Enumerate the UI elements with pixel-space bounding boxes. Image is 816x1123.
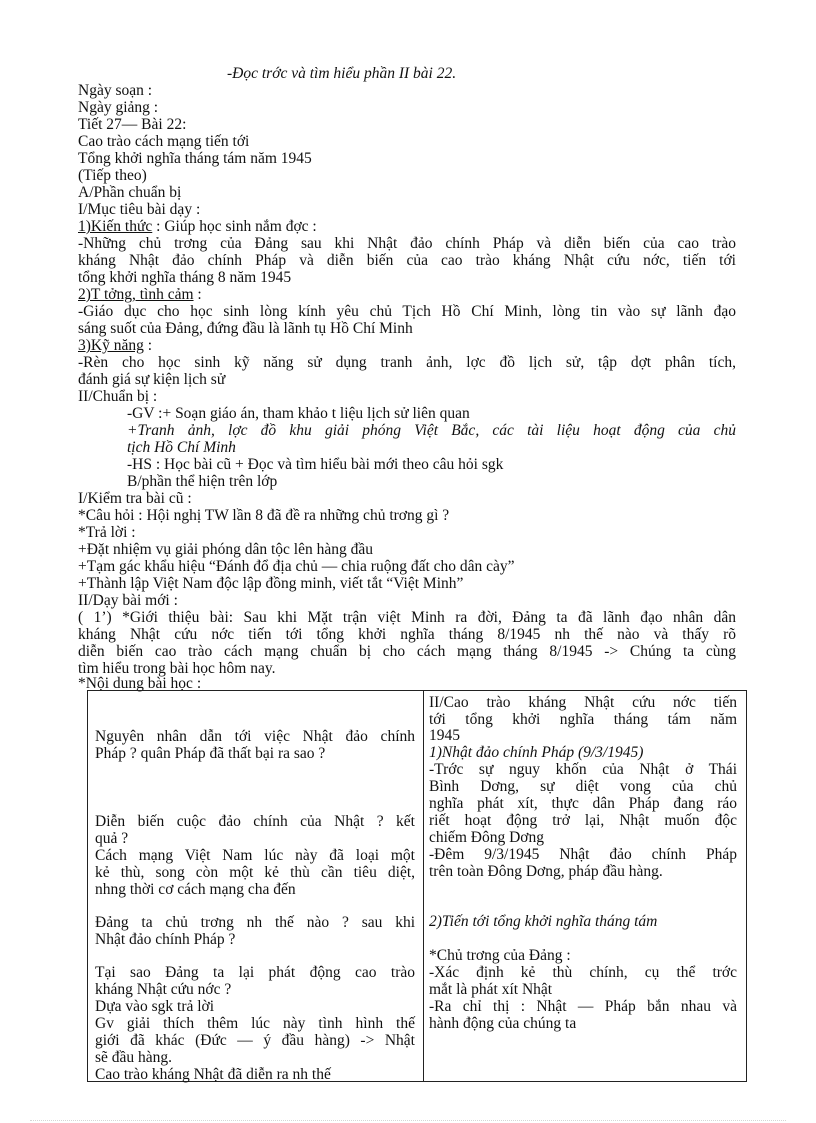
kien-thuc-rest: : Giúp học sinh nắm đợc : <box>152 218 317 235</box>
intro-line-2: kháng Nhật cứu nớc tiến tới tổng khởi nghĩa tháng 8/1945 nh thế nào và thấy rõ <box>78 626 736 643</box>
question-3-line-b: Nhật đảo chính Pháp ? <box>95 931 236 948</box>
subsection-1-line-b: Bình Dơng, sự diệt vong của chủ <box>429 778 737 795</box>
kien-thuc-label: 1)Kiến thức <box>78 218 153 235</box>
lesson-notes-cell <box>424 691 747 1082</box>
intro-line-1: ( 1’) *Giới thiệu bài: Sau khi Mặt trận việt Minh ra đời, Đảng ta đã lãnh đạo nhân dân <box>78 609 736 626</box>
gv-materials-line-2: tịch Hồ Chí Minh <box>127 439 236 456</box>
question-2-line-e: nhng thời cơ cách mạng cha đến <box>95 881 296 898</box>
kien-thuc-paragraph-3: tổng khởi nghĩa tháng 8 năm 1945 <box>78 269 292 286</box>
question-4-line-d: Gv giải thích thêm lúc này tình hình thế <box>95 1015 415 1032</box>
tu-tuong-heading <box>78 287 202 302</box>
ngay-giang: Ngày giảng : <box>78 99 159 116</box>
intro-line-3: diễn biến cao trào cách mạng chuẩn bị cho cách mạng tháng 8/1945 -> Chúng ta cùng <box>78 643 736 660</box>
review-answer-3: +Thành lập Việt Nam độc lập đồng minh, viết tắt “Việt Minh” <box>78 575 464 592</box>
subsection-2-line-b: -Xác định kẻ thù chính, cụ thể trớc <box>429 964 737 981</box>
subsection-2-line-a: *Chủ trơng của Đảng : <box>429 947 571 964</box>
subsection-1-line-d: riết hoạt động trở lại, Nhật muốn độc <box>429 812 737 829</box>
subsection-2-line-c: mắt là phát xít Nhật <box>429 981 553 998</box>
question-4-line-c: Dựa vào sgk trả lời <box>95 998 215 1015</box>
review-answer-1: +Đặt nhiệm vụ giải phóng dân tộc lên hàng đầu <box>78 541 373 558</box>
kiem-tra-heading: I/Kiểm tra bài cũ : <box>78 490 192 507</box>
question-1-line-b: Pháp ? quân Pháp đã thất bại ra sao ? <box>95 745 326 762</box>
question-2-line-c: Cách mạng Việt Nam lúc này đã loại một <box>95 847 415 864</box>
gv-materials-line-1: +Tranh ảnh, lợc đồ khu giải phóng Việt Bắc, các tài liệu hoạt động của chủ <box>127 422 736 439</box>
question-2-line-b: quả ? <box>95 830 129 847</box>
tu-tuong-paragraph-2: sáng suốt của Đảng, đứng đầu là lãnh tụ Hồ Chí Minh <box>78 320 413 337</box>
review-answer-label: *Trả lời : <box>78 524 136 541</box>
review-answer-2: +Tạm gác khẩu hiệu “Đánh đổ địa chủ — chia ruộng đất cho dân cày” <box>78 558 515 575</box>
subsection-1-title: 1)Nhật đảo chính Pháp (9/3/1945) <box>429 744 644 761</box>
question-4-line-g: Cao trào kháng Nhật đã diễn ra nh thế <box>95 1066 331 1083</box>
question-4-line-e: giới đã khác (Đức — ý đầu hàng) -> Nhật <box>95 1032 415 1049</box>
table-row <box>88 691 747 1082</box>
page-bottom-divider <box>30 1120 786 1121</box>
lesson-title-line-3: (Tiếp theo) <box>78 167 147 184</box>
subsection-2-title: 2)Tiến tới tổng khởi nghĩa tháng tám <box>429 913 658 930</box>
teacher-questions-cell <box>88 691 424 1082</box>
tu-tuong-paragraph-1: -Giáo dục cho học sinh lòng kính yêu chủ Tịch Hồ Chí Minh, lòng tin vào sự lãnh đạo <box>78 303 736 320</box>
question-3-line-a: Đảng ta chủ trơng nh thế nào ? sau khi <box>95 914 415 931</box>
subsection-1-line-a: -Trớc sự nguy khốn của Nhật ở Thái <box>429 761 737 778</box>
question-1-line-a: Nguyên nhân dẫn tới việc Nhật đảo chính <box>95 728 415 745</box>
subsection-2-line-d: -Ra chỉ thị : Nhật — Pháp bắn nhau và <box>429 998 737 1015</box>
question-2-line-d: kẻ thù, song còn một kẻ thù cần tiêu diệt, <box>95 864 415 881</box>
section-i-heading: I/Mục tiêu bài dạy : <box>78 201 201 218</box>
intro-line-4: tìm hiểu trong bài học hôm nay. <box>78 660 276 677</box>
section-ii-heading: II/Chuẩn bị : <box>78 388 158 405</box>
header-note: -Đọc trớc và tìm hiểu phần II bài 22. <box>227 65 457 82</box>
ngay-soan: Ngày soạn : <box>78 82 153 99</box>
lesson-content-heading: *Nội dung bài học : <box>78 675 202 692</box>
kien-thuc-paragraph-1: -Những chủ trơng của Đảng sau khi Nhật đảo chính Pháp và diễn biến của cao trào <box>78 235 736 252</box>
section-ii-title-line-a: II/Cao trào kháng Nhật cứu nớc tiến <box>429 694 737 711</box>
tu-tuong-rest: : <box>193 286 202 303</box>
lesson-title-line-2: Tổng khởi nghĩa tháng tám năm 1945 <box>78 150 312 167</box>
lesson-content-table <box>87 690 747 1082</box>
question-4-line-f: sẽ đầu hàng. <box>95 1049 173 1066</box>
subsection-1-line-g: trên toàn Đông Dơng, pháp đầu hàng. <box>429 863 663 880</box>
kien-thuc-paragraph-2: kháng Nhật đảo chính Pháp và diễn biến của cao trào kháng Nhật cứu nớc, tiến tới <box>78 252 736 269</box>
section-b-heading: B/phần thể hiện trên lớp <box>127 473 278 490</box>
ky-nang-paragraph-1: -Rèn cho học sinh kỹ năng sử dụng tranh ảnh, lợc đồ lịch sử, tập dợt phân tích, <box>78 354 736 371</box>
tu-tuong-label: 2)T tởng, tình cảm <box>78 286 194 303</box>
review-question: *Câu hỏi : Hội nghị TW lần 8 đã đề ra những chủ trơng gì ? <box>78 507 450 524</box>
kien-thuc-heading <box>78 219 317 234</box>
subsection-2-line-e: hành động của chúng ta <box>429 1015 577 1032</box>
subsection-1-line-e: chiếm Đông Dơng <box>429 829 544 846</box>
section-a-heading: A/Phần chuẩn bị <box>78 184 182 201</box>
section-ii-title-line-c: 1945 <box>429 727 460 744</box>
subsection-1-line-c: nghĩa phát xít, thực dân Pháp đang ráo <box>429 795 737 812</box>
ky-nang-heading <box>78 338 152 353</box>
subsection-1-line-f: -Đêm 9/3/1945 Nhật đảo chính Pháp <box>429 846 737 863</box>
ky-nang-paragraph-2: đánh giá sự kiện lịch sử <box>78 371 226 388</box>
question-4-line-b: kháng Nhật cứu nớc ? <box>95 981 232 998</box>
lesson-number: Tiết 27— Bài 22: <box>78 116 187 133</box>
gv-preparation: -GV :+ Soạn giáo án, tham khảo t liệu lịch sử liên quan <box>127 405 470 422</box>
ky-nang-label: 3)Kỹ năng <box>78 337 144 354</box>
lesson-title-line-1: Cao trào cách mạng tiến tới <box>78 133 250 150</box>
section-ii-title-line-b: tới tổng khởi nghĩa tháng tám năm <box>429 711 737 728</box>
ky-nang-rest: : <box>143 337 153 354</box>
hs-preparation: -HS : Học bài cũ + Đọc và tìm hiểu bài mới theo câu hỏi sgk <box>127 456 504 473</box>
new-lesson-heading: II/Dạy bài mới : <box>78 592 178 609</box>
question-4-line-a: Tại sao Đảng ta lại phát động cao trào <box>95 964 415 981</box>
question-2-line-a: Diễn biến cuộc đảo chính của Nhật ? kết <box>95 813 415 830</box>
